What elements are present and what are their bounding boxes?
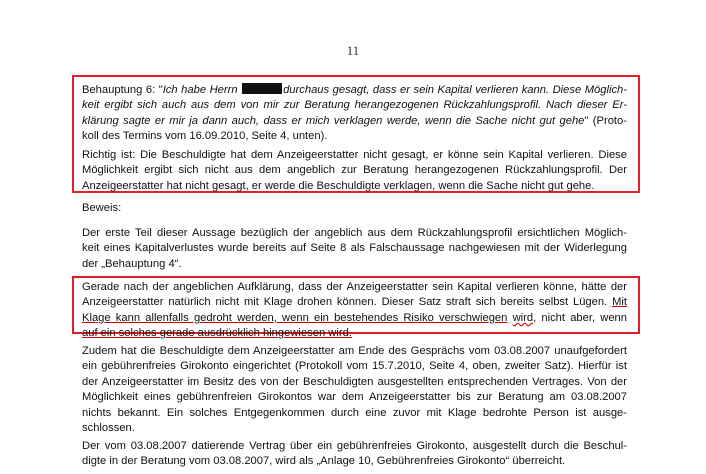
claim6-line-2: keit ergibt sich auch aus dem von mir zur Beratung herangezogenen Rückzahlungsprofil. Nach dieser Er-: [82, 99, 627, 112]
fee-line-5: nichts bekannt. Ein solches Entgegenkommen durch eine zuvor mit Klage bedrohte Person ist ausge-: [82, 406, 627, 419]
page-number: 11: [346, 43, 360, 58]
rebuttal6-paragraph: [82, 148, 627, 194]
fee-line-1: Zudem hat die Beschuldigte dem Anzeigeerstatter am Ende des Gesprächs vom 03.08.2007 unaufgefordert: [82, 345, 627, 357]
contract-line-2: digte in der Beratung vom 03.08.2007, wird als „Anlage 10, Gebührenfreies Girokonto“ überreicht.: [82, 455, 566, 468]
claim6-paragraph: [82, 83, 627, 145]
redaction-block: [242, 83, 282, 94]
fee-line-2: ein gebührenfreies Girokonto eingerichtet (Protokoll vom 15.7.2010, Seite 4, oben, zweiter Satz). Hierfür ist: [82, 360, 627, 373]
claim6-line-4: koll des Termins vom 16.09.2010, Seite 4, unten).: [82, 130, 328, 143]
claim6-line-3: klärung sagte er mir ja dann auch, dass er mich verklagen werde, wenn die Sache nicht gut gehe" (Proto-: [82, 114, 627, 127]
fee-line-3: der Anzeigeerstatter im Besitz des von der Beschuldigten ausgestellten entsprechenden Vertrages. Von der: [82, 375, 627, 388]
fee-line-6: schlossen.: [82, 422, 135, 435]
boxed-line-2: Anzeigeerstatter natürlich nicht mit Klage drohen können. Dieser Satz straft sich bereits selbst Lügen. Mit: [82, 296, 627, 309]
fee-line-4: Möglichkeit eines gebührenfreien Girokontos war dem Anzeigeerstatter bis zur Beratung am 03.08.2007: [82, 391, 627, 404]
rebuttal6-line-1: Richtig ist: Die Beschuldigte hat dem Anzeigeerstatter nicht gesagt, er könne sein Kapital verlieren. Diese: [82, 149, 627, 161]
boxed-line-4: auf ein solches gerade ausdrücklich hingewiesen wird.: [82, 327, 352, 340]
boxed-paragraph: [82, 280, 627, 342]
boxed-line-1: Gerade nach der angeblichen Aufklärung, dass der Anzeigeerstatter sein Kapital verlieren könne, hätte der: [82, 281, 627, 293]
claim6-line-1: Behauptung 6: "Ich habe Herrn durchaus gesagt, dass er sein Kapital verlieren kann. Diese Möglich-: [82, 84, 627, 96]
contract-line-1: Der vom 03.08.2007 datierende Vertrag über ein gebührenfreies Girokonto, ausgestellt durch die Beschul-: [82, 440, 627, 452]
rebuttal6-line-2: Möglichkeit ergibt sich nicht aus dem angeblich zur Beratung herangezogenen Rückzahlungsprofil. Der: [82, 164, 627, 177]
contract-paragraph: [82, 439, 627, 470]
boxed-line-3: Klage kann allenfalls gedroht werden, wenn ein bestehendes Risiko verschwiegen wird, nicht aber, wenn: [82, 311, 628, 324]
evidence-paragraph: [82, 226, 627, 272]
rebuttal6-line-3: Anzeigeerstatter hat nicht gesagt, er werde die Beschuldigte verklagen, wenn die Sache nicht gut gehe.: [82, 179, 595, 192]
evidence-line-2: keit eines Kapitalverlustes wurde bereits auf Seite 8 als Falschaussage nachgewiesen mit der Widerlegung: [82, 242, 627, 255]
evidence-line-1: Der erste Teil dieser Aussage bezüglich der angeblich aus dem Rückzahlungsprofil ersichtlichen Möglich-: [82, 227, 627, 239]
evidence-line-3: der „Behauptung 4“.: [82, 257, 182, 270]
evidence-label: Beweis:: [82, 202, 122, 214]
fee-paragraph: [82, 344, 627, 436]
